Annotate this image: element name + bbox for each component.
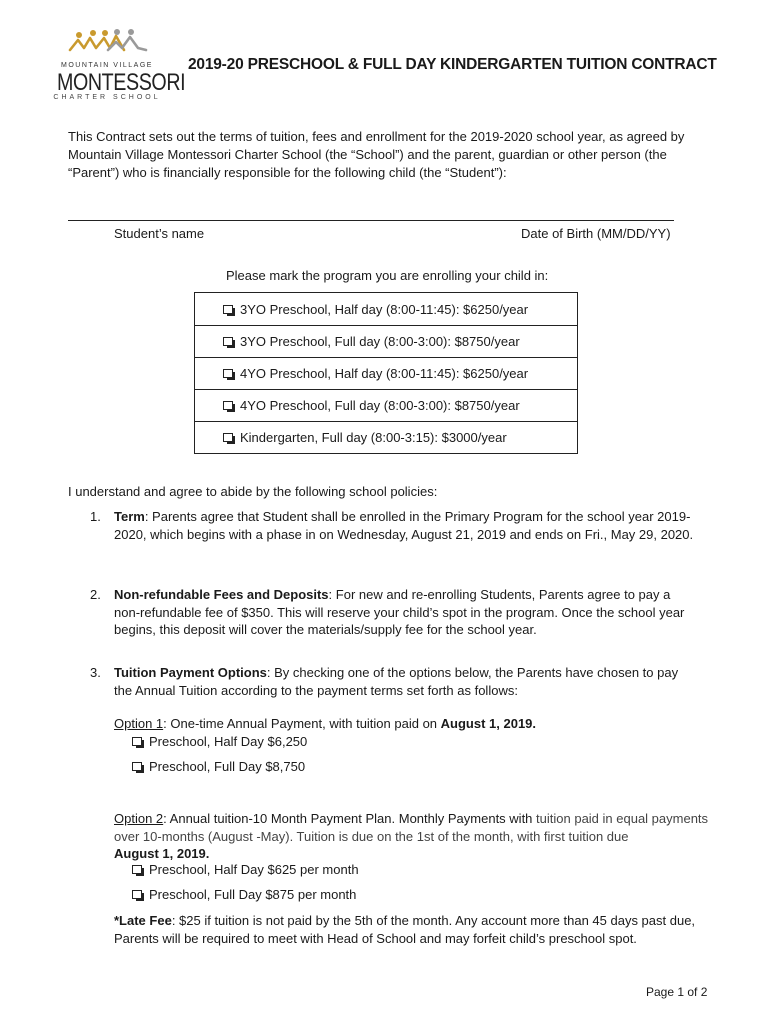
program-option-label: 3YO Preschool, Half day (8:00-11:45): $6250/year bbox=[240, 301, 529, 317]
policy-number: 1. bbox=[90, 509, 101, 524]
checkbox-icon[interactable] bbox=[132, 865, 142, 874]
checkbox-icon[interactable] bbox=[223, 305, 233, 314]
option2-choice[interactable] bbox=[132, 887, 356, 902]
checkbox-icon[interactable] bbox=[132, 737, 142, 746]
option1-choice-label: Preschool, Half Day $6,250 bbox=[149, 734, 308, 749]
option2-text: : Annual tuition-10 Month Payment Plan. Monthly Payments with bbox=[163, 811, 537, 826]
program-option-label: 4YO Preschool, Full day (8:00-3:00): $8750/year bbox=[240, 398, 520, 413]
option2-date: August 1, 2019. bbox=[114, 846, 210, 861]
program-option-label: Kindergarten, Full day (8:00-3:15): $3000/year bbox=[240, 430, 507, 445]
logo-figures-icon bbox=[46, 28, 168, 62]
page-title: 2019-20 PRESCHOOL & FULL DAY KINDERGARTEN TUITION CONTRACT bbox=[188, 56, 717, 73]
option2-label: Option 2 bbox=[114, 811, 164, 826]
policy-number: 3. bbox=[90, 665, 101, 680]
option2-choice-label: Preschool, Full Day $875 per month bbox=[149, 887, 357, 902]
option1-line bbox=[114, 716, 536, 731]
checkbox-icon[interactable] bbox=[132, 762, 142, 771]
option1-choice-label: Preschool, Full Day $8,750 bbox=[149, 759, 306, 774]
option1-date: August 1, 2019. bbox=[440, 716, 537, 731]
school-logo bbox=[46, 28, 186, 104]
dob-label: Date of Birth (MM/DD/YY) bbox=[521, 226, 671, 241]
policy-number: 2. bbox=[90, 587, 101, 602]
late-fee-heading: *Late Fee bbox=[114, 913, 172, 928]
logo-line2: MONTESSORI bbox=[56, 69, 186, 96]
program-option-label: 3YO Preschool, Full day (8:00-3:00): $8750/year bbox=[240, 334, 520, 349]
policy-heading: Term bbox=[114, 509, 145, 524]
student-signature-line[interactable] bbox=[68, 220, 674, 221]
page-number: Page 1 of 2 bbox=[646, 985, 708, 999]
checkbox-icon[interactable] bbox=[223, 401, 233, 410]
program-option[interactable] bbox=[195, 357, 577, 389]
checkbox-icon[interactable] bbox=[223, 337, 233, 346]
option2-block bbox=[114, 810, 714, 863]
program-option[interactable] bbox=[195, 293, 577, 325]
option1-choice[interactable] bbox=[132, 734, 307, 749]
late-fee-text: : $25 if tuition is not paid by the 5th of the month. Any account more than 45 days past due, Parents will be required to meet with Head of School and may forfeit child’s preschool spot. bbox=[114, 913, 696, 946]
checkbox-icon[interactable] bbox=[223, 433, 233, 442]
program-option[interactable] bbox=[195, 325, 577, 357]
policy-text: : Parents agree that Student shall be enrolled in the Primary Program for the school year 2019-2020, which begins with a phase in on Wednesday, August 21, 2019 and ends on Fri., May 29, 2020. bbox=[114, 509, 694, 542]
policies-intro: I understand and agree to abide by the following school policies: bbox=[68, 484, 438, 499]
program-option[interactable] bbox=[195, 421, 577, 453]
program-option-label: 4YO Preschool, Half day (8:00-11:45): $6250/year bbox=[240, 366, 529, 381]
logo-line3: CHARTER SCHOOL bbox=[53, 94, 161, 101]
option1-label: Option 1 bbox=[114, 716, 164, 731]
policy-text: : By checking one of the options below, the Parents have chosen to pay the Annual Tuition according to the payment terms set forth as follows: bbox=[114, 665, 679, 698]
intro-paragraph: This Contract sets out the terms of tuition, fees and enrollment for the 2019-2020 school year, as agreed by Mountain Village Montessori Charter School (the “School”) and the parent, guardian or other person (the “Parent”) who is financially responsible for the following child (the “Student”): bbox=[68, 129, 685, 180]
program-option[interactable] bbox=[195, 389, 577, 421]
option1-text: : One-time Annual Payment, with tuition paid on bbox=[163, 716, 441, 731]
policy-heading: Non-refundable Fees and Deposits bbox=[114, 587, 329, 602]
policy-heading: Tuition Payment Options bbox=[114, 665, 267, 680]
option2-choice-label: Preschool, Half Day $625 per month bbox=[149, 862, 359, 877]
checkbox-icon[interactable] bbox=[223, 369, 233, 378]
student-name-label: Student’s name bbox=[114, 226, 205, 241]
program-table bbox=[194, 292, 578, 454]
program-prompt: Please mark the program you are enrolling your child in: bbox=[226, 268, 549, 283]
checkbox-icon[interactable] bbox=[132, 890, 142, 899]
option2-text-continued: tuition paid in equal payments over 10-months (August -May). Tuition is due on the 1st of the month, with first tuition due bbox=[114, 811, 709, 844]
logo-line1: MOUNTAIN VILLAGE bbox=[61, 62, 153, 69]
late-fee-note bbox=[114, 912, 704, 947]
policy-text: : For new and re-enrolling Students, Parents agree to pay a non-refundable fee of $350. This will reserve your child’s spot in the program. Once the school year begins, this deposit will cover the materials/supply fee for the school year. bbox=[114, 587, 685, 637]
option2-choice[interactable] bbox=[132, 862, 359, 877]
option1-choice[interactable] bbox=[132, 759, 305, 774]
